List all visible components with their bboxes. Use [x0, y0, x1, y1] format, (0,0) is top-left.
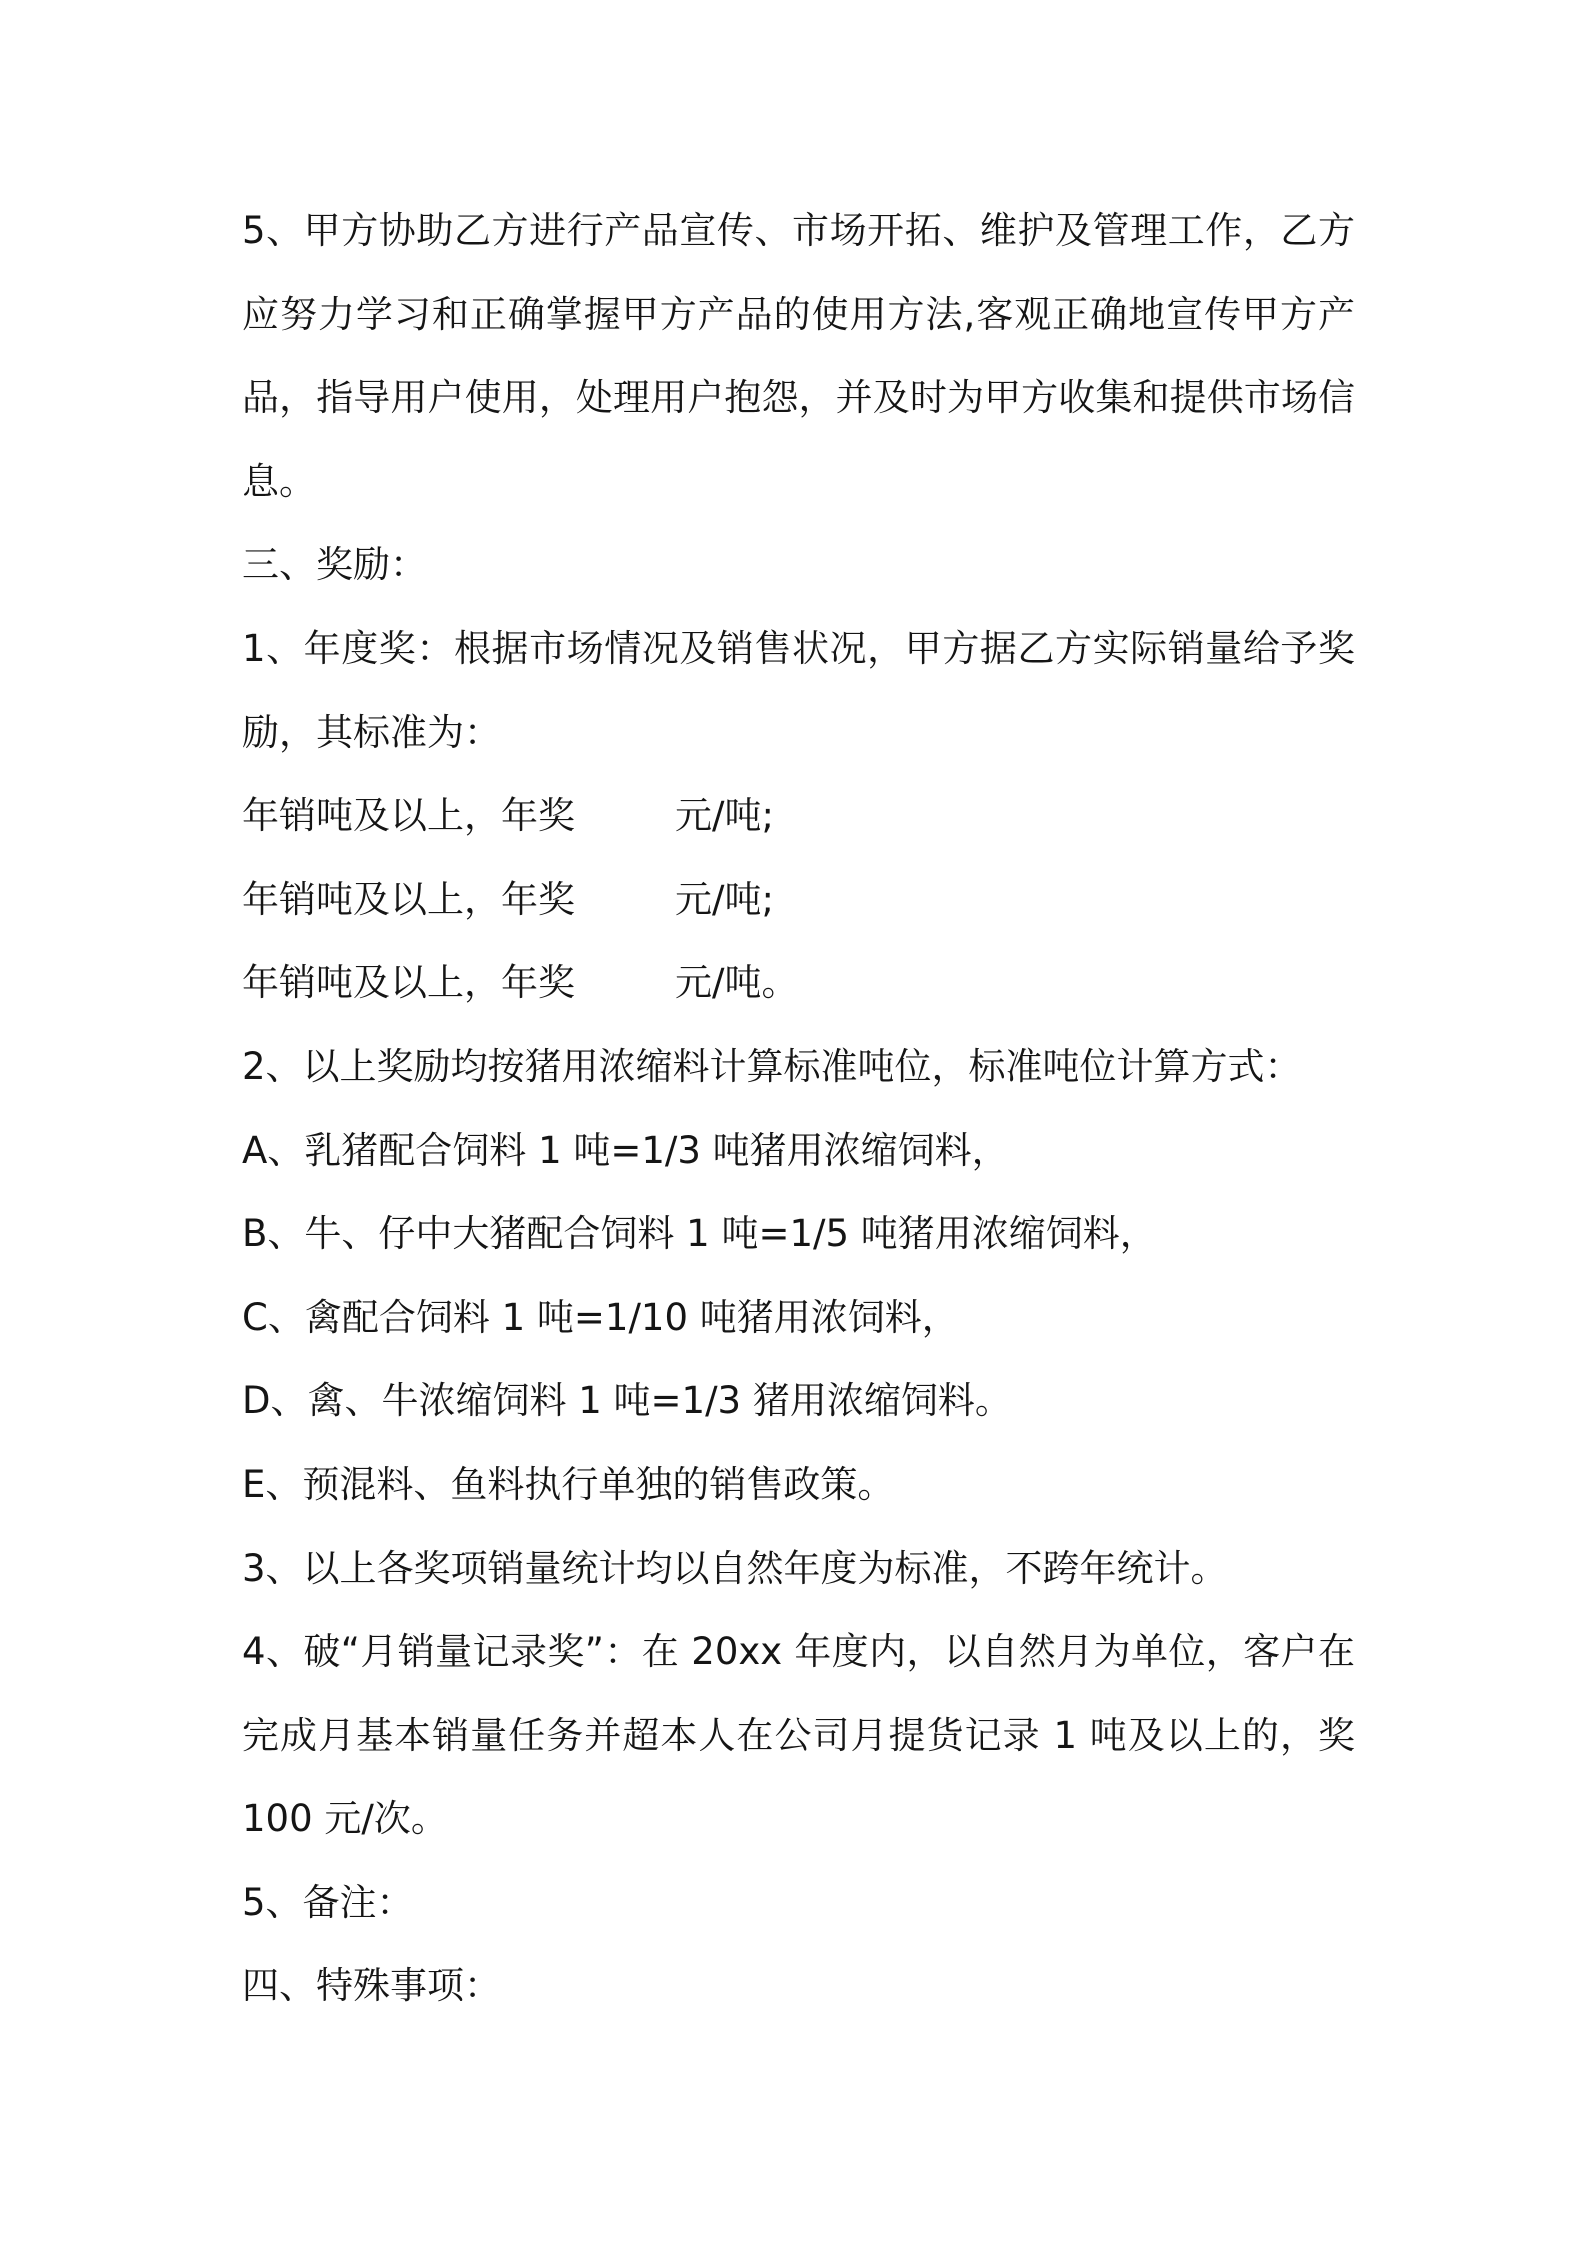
annual-award-line: 1、年度奖：根据市场情况及销售状况，甲方据乙方实际销量给予奖 — [242, 626, 1355, 670]
conversion-item: E、预混料、鱼料执行单独的销售政策。 — [242, 1462, 895, 1506]
monthly-record-award-line: 完成月基本销量任务并超本人在公司月提货记录 1 吨及以上的，奖 — [242, 1713, 1355, 1757]
award-tier-unit: 元/吨; — [675, 877, 774, 921]
standard-tonnage-line: 2、以上奖励均按猪用浓缩料计算标准吨位，标准吨位计算方式： — [242, 1044, 1302, 1088]
conversion-item: B、牛、仔中大猪配合饲料 1 吨=1/5 吨猪用浓缩饲料， — [242, 1212, 1157, 1256]
section-3-heading: 三、奖励： — [242, 543, 427, 587]
annual-award-line: 励，其标准为： — [242, 710, 501, 754]
award-tier-unit: 元/吨。 — [675, 961, 799, 1005]
award-tier-row — [242, 774, 1355, 858]
award-tier-label: 年销吨及以上，年奖 — [242, 877, 575, 921]
remarks-line: 5、备注： — [242, 1880, 414, 1924]
clause-5-line: 息。 — [242, 459, 316, 503]
clause-5-line: 品，指导用户使用，处理用户抱怨，并及时为甲方收集和提供市场信 — [242, 376, 1355, 420]
document-body — [242, 189, 1355, 2028]
section-4-heading: 四、特殊事项： — [242, 1964, 501, 2008]
conversion-item: A、乳猪配合饲料 1 吨=1/3 吨猪用浓缩饲料， — [242, 1128, 1009, 1172]
award-tier-unit: 元/吨; — [675, 794, 774, 838]
award-tier-row — [242, 858, 1355, 942]
monthly-record-award-line: 4、破“月销量记录奖”：在 20xx 年度内，以自然月为单位，客户在 — [242, 1630, 1355, 1674]
clause-5-line: 应努力学习和正确掌握甲方产品的使用方法,客观正确地宣传甲方产 — [242, 292, 1355, 336]
statistics-rule-line: 3、以上各奖项销量统计均以自然年度为标准，不跨年统计。 — [242, 1546, 1228, 1590]
monthly-record-award-line: 100 元/次。 — [242, 1797, 448, 1841]
conversion-item: C、禽配合饲料 1 吨=1/10 吨猪用浓饲料， — [242, 1295, 959, 1339]
conversion-item: D、禽、牛浓缩饲料 1 吨=1/3 猪用浓缩饲料。 — [242, 1379, 1012, 1423]
award-tier-label: 年销吨及以上，年奖 — [242, 794, 575, 838]
award-tier-row — [242, 941, 1355, 1025]
clause-5-line: 5、甲方协助乙方进行产品宣传、市场开拓、维护及管理工作，乙方 — [242, 209, 1355, 252]
award-tier-label: 年销吨及以上，年奖 — [242, 961, 575, 1005]
